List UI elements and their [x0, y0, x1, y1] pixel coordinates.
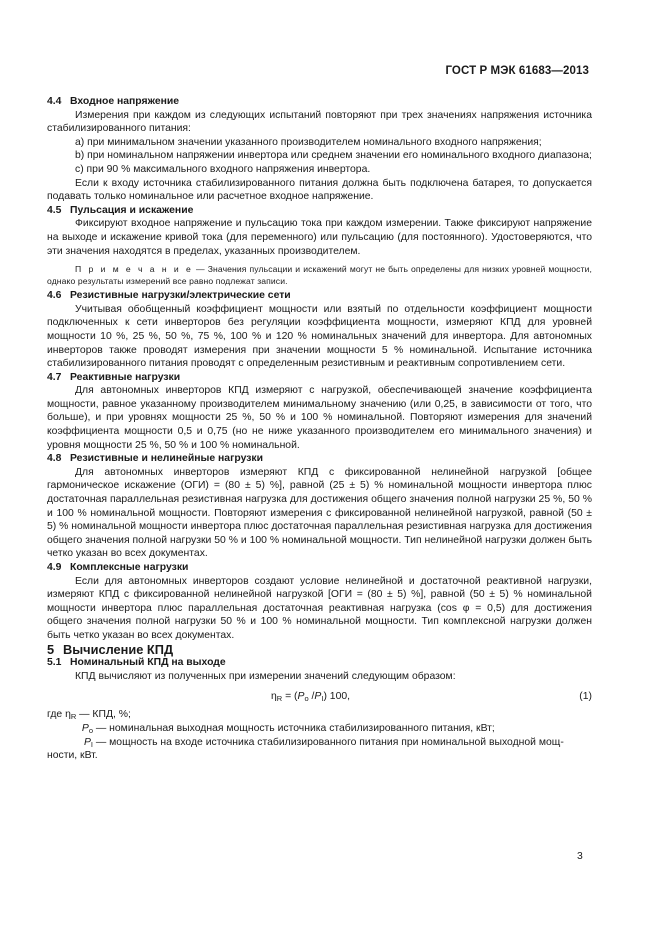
- where-list: [47, 708, 592, 762]
- where-row-pi: $P_I$ — мощность на входе источника стабилизированного питания при номинальной выходной мощ-: [83, 736, 564, 749]
- note-text: — Значения пульсации и искажений могут не быть определены для низких уровней мощности, однако результаты измерений все равно подлежат записи.: [47, 264, 592, 287]
- section-heading-4-4: 4.4 Входное напряжение: [47, 96, 180, 107]
- standard-designation: ГОСТ Р МЭК 61683—2013: [445, 65, 589, 77]
- formula-1: [47, 688, 592, 705]
- paragraph: Измерения при каждом из следующих испытаний повторяют при трех значениях напряжения источника стабилизированного питания:: [47, 109, 592, 135]
- where-row-eta: где $\eta_R$ — КПД, %;: [47, 709, 131, 722]
- paragraph: Для автономных инверторов измеряют КПД с фиксированной нелинейной нагрузкой [общее гармоническое искажение (ОГИ) = (80 ± 5) %], равной (25 ± 5) % номинальной мощности инвертора плюс достаточная параллельная резистивная нагрузка для достижения общего значения полной нагрузки 25 %, 50 % и 100 % номинальной мощности. Повторяют измерения с фиксированной нелинейной нагрузкой, равной (50 ± 5) % номинальной мощности инвертора плюс достаточная параллельная резистивная нагрузка для достижения общего значения полной нагрузки 50 % и 100 % номинальной мощности. Тип нелинейной нагрузки должен быть четко указан во всех документах.: [47, 466, 592, 560]
- paragraph: Если для автономных инверторов создают условие нелинейной и достаточной реактивной нагрузки, измеряют КПД с фиксированной нелинейной нагрузкой [ОГИ = (80 ± 5) %], равной (50 ± 5) % номинальной мощности инвертора плюс параллельная достаточная реактивная нагрузка (cos φ = 0,5) для достижения общего значения полной нагрузки 50 % и 100 % номинальной мощности. Тип комплексной нагрузки должен быть четко указан во всех документах.: [47, 575, 592, 641]
- page-content: [47, 95, 592, 763]
- where-row-pi-continuation: ности, кВт.: [47, 750, 98, 762]
- list-item-b: b) при номинальном напряжении инвертора или среднем значении его номинального входного диапазона;: [75, 150, 592, 162]
- paragraph: КПД вычисляют из полученных при измерении значений следующим образом:: [75, 670, 456, 682]
- formula-expression: $\eta_R = (P_o$ $/P_I$) 100,: [271, 691, 351, 704]
- page-number: 3: [577, 851, 583, 862]
- paragraph: Если к входу источника стабилизированного питания должна быть подключена батарея, то допускается подавать только номинальное или расчетное входное напряжение.: [47, 177, 592, 203]
- section-heading-5: 5 Вычисление КПД: [47, 641, 174, 657]
- section-heading-4-6: 4.6 Резистивные нагрузки/электрические сети: [47, 290, 291, 302]
- section-heading-4-9: 4.9 Комплексные нагрузки: [47, 562, 189, 573]
- list-item-a: а) при минимальном значении указанного производителем номинального входного напряжения;: [75, 136, 542, 148]
- section-heading-4-7: 4.7 Реактивные нагрузки: [47, 371, 181, 383]
- list-item-c: с) при 90 % максимального входного напряжения инвертора.: [75, 163, 371, 175]
- section-heading-4-8: 4.8 Резистивные и нелинейные нагрузки: [47, 453, 264, 465]
- note: [47, 263, 592, 287]
- section-heading-5-1: 5.1 Номинальный КПД на выходе: [47, 657, 226, 669]
- where-row-po: $P_o$ — номинальная выходная мощность источника стабилизированного питания, кВт;: [81, 722, 495, 735]
- paragraph: Фиксируют входное напряжение и пульсацию тока при каждом измерении. Также фиксируют напряжение на выходе и искажение кривой тока (для переменного) или пульсацию (для постоянного). Удостоверяются, что эти значения находятся в пределах, указанных производителем.: [47, 218, 592, 257]
- paragraph: Для автономных инверторов КПД измеряют с нагрузкой, обеспечивающей значение коэффициента мощности, равное указанному производителем минимальному значению (или 0,25, в зависимости от того, что больше), и при уровнях мощности 25 %, 50 % и 100 % номинальной. Повторяют измерения для значений коэффициента мощности 0,5 и 0,75 (но не ниже указанного производителем его минимального значения) и уровня мощности 25 %, 50 % и 100 % номинальной.: [47, 385, 592, 451]
- paragraph: Учитывая обобщенный коэффициент мощности или взятый по отдельности коэффициент мощности подключенных к сети инверторов без регуляции коэффициента мощности, измеряют КПД для уровней мощности 10 %, 25 %, 50 %, 75 %, 100 % и 120 % номинальных значений для инвертора. Для автономных инверторов также проводят измерения при значении мощности 5 % номинальной. Испытание источника стабилизированного питания проводят с определенным резистивным и реактивным сопротивлением сети.: [47, 303, 592, 370]
- formula-number: (1): [579, 691, 592, 703]
- note-label: П р и м е ч а н и е: [75, 264, 194, 275]
- section-heading-4-5: 4.5 Пульсация и искажение: [47, 204, 194, 216]
